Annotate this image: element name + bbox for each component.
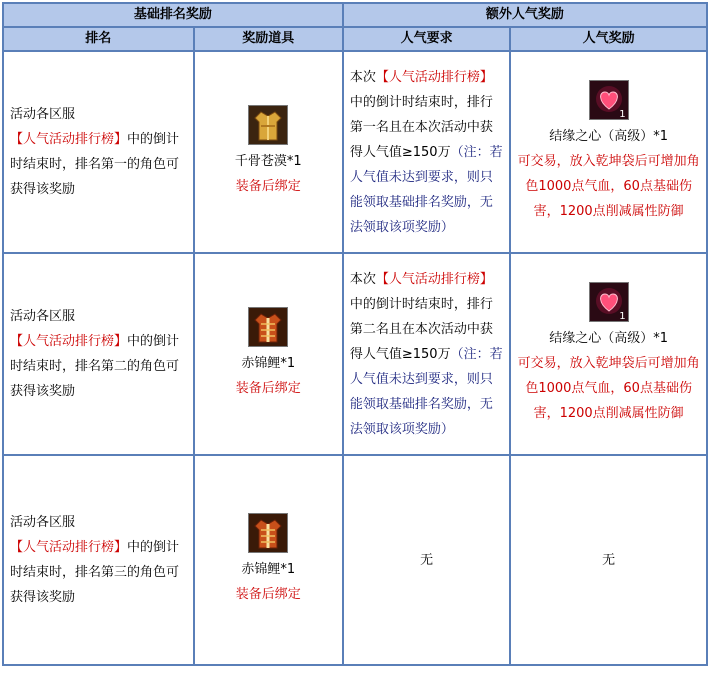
requirement-cell [344, 254, 509, 454]
item-name: 千骨苍漠*1 [234, 154, 302, 169]
reward-name: 结缘之心（高级）*1 [549, 331, 669, 346]
ranking-board-link[interactable]: 【人气活动排行榜】 [10, 132, 128, 147]
group-header-row [4, 4, 706, 26]
rank-column-header: 排名 [4, 28, 193, 50]
item-cell [195, 254, 342, 454]
rank-text-pre: 活动各区服 [10, 107, 76, 122]
requirement-note: （注：若人气值未达到要求，则只能领取基础排名奖励，无法领取该项奖励） [349, 346, 503, 437]
item-name: 赤锦鲤*1 [241, 356, 296, 371]
popularity-reward-cell [511, 254, 706, 454]
extra-reward-group-header: 额外人气奖励 [344, 4, 706, 26]
requirement-cell [344, 52, 509, 252]
item-bind-note: 装备后绑定 [235, 179, 301, 194]
requirement-pre: 本次 [349, 271, 376, 287]
requirement-note: （注：若人气值未达到要求，则只能领取基础排名奖励，无法领取该项奖励） [349, 144, 503, 235]
rank-text-post: 中的倒计时结束时，排名第二的角色可获得该奖励 [10, 334, 180, 399]
red-robe-icon[interactable] [248, 307, 288, 347]
column-header-row [4, 28, 706, 50]
ranking-board-link[interactable]: 【人气活动排行榜】 [375, 69, 493, 85]
reward-table [2, 2, 708, 666]
popularity-reward-cell [511, 52, 706, 252]
rank-text-post: 中的倒计时结束时，排名第三的角色可获得该奖励 [10, 540, 180, 605]
rank-text-post: 中的倒计时结束时，排名第一的角色可获得该奖励 [10, 132, 180, 197]
reward-description: 可交易，放入乾坤袋后可增加角色1000点气血，60点基础伤害，1200点削减属性防御 [517, 154, 700, 219]
rank-cell [4, 52, 193, 252]
golden-robe-icon[interactable] [248, 105, 288, 145]
popularity-reward-cell: 无 [511, 456, 706, 664]
item-cell [195, 52, 342, 252]
red-robe-icon[interactable] [248, 513, 288, 553]
reward-name: 结缘之心（高级）*1 [549, 129, 669, 144]
rank-text-pre: 活动各区服 [10, 515, 76, 530]
item-column-header: 奖励道具 [195, 28, 342, 50]
requirement-column-header: 人气要求 [344, 28, 509, 50]
requirement-main: 中的倒计时结束时，排行第一名且在本次活动中获得人气值≥150万 [349, 94, 493, 160]
popularity-reward-column-header: 人气奖励 [511, 28, 706, 50]
ranking-board-link[interactable]: 【人气活动排行榜】 [10, 540, 128, 555]
rank-cell [4, 254, 193, 454]
rank-cell [4, 456, 193, 664]
ranking-board-link[interactable]: 【人气活动排行榜】 [375, 271, 493, 287]
item-bind-note: 装备后绑定 [235, 381, 301, 396]
item-cell [195, 456, 342, 664]
reward-description: 可交易，放入乾坤袋后可增加角色1000点气血，60点基础伤害，1200点削减属性防御 [517, 356, 700, 421]
base-reward-group-header: 基础排名奖励 [4, 4, 342, 26]
requirement-main: 中的倒计时结束时，排行第二名且在本次活动中获得人气值≥150万 [349, 296, 493, 362]
table-row [4, 254, 706, 454]
item-name: 赤锦鲤*1 [241, 562, 296, 577]
heart-icon[interactable] [589, 282, 629, 322]
requirement-cell: 无 [344, 456, 509, 664]
table-row [4, 456, 706, 664]
item-count: 1 [619, 311, 626, 322]
ranking-board-link[interactable]: 【人气活动排行榜】 [10, 334, 128, 349]
rank-text-pre: 活动各区服 [10, 309, 76, 324]
table-row [4, 52, 706, 252]
item-count: 1 [619, 109, 626, 120]
item-bind-note: 装备后绑定 [235, 587, 301, 602]
requirement-pre: 本次 [349, 69, 376, 85]
heart-icon[interactable] [589, 80, 629, 120]
